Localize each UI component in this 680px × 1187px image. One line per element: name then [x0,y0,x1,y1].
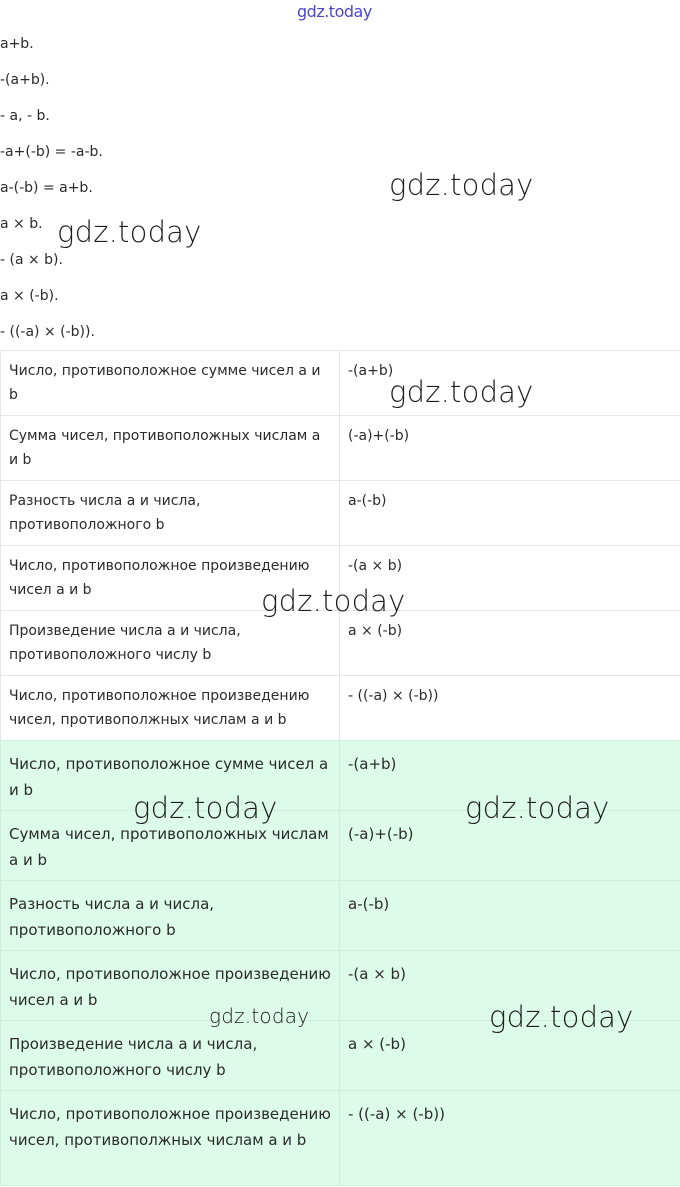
answer-table-highlight [0,740,680,1186]
table-row [1,741,680,811]
description-cell: Разность числа a и числа, противоположного b [1,881,340,951]
table-row [1,481,680,546]
watermark: gdz.today [57,215,202,249]
expression-line: - ((-a) × (-b)). [0,324,95,340]
expression-line: -(a+b). [0,72,50,88]
expression-cell: - ((-a) × (-b)) [340,676,680,741]
table-row [1,1021,680,1091]
expression-cell: -(a × b) [340,951,680,1021]
expression-line: a-(-b) = a+b. [0,180,93,196]
expression-cell: -(a × b) [340,546,680,611]
description-cell: Произведение числа a и числа, противоположного числу b [1,611,340,676]
table-row [1,951,680,1021]
table-row [1,546,680,611]
expression-cell: a × (-b) [340,611,680,676]
description-cell: Число, противоположное произведению чисел a и b [1,546,340,611]
watermark: gdz.today [465,791,610,825]
description-cell: Число, противоположное сумме чисел a и b [1,351,340,416]
table-row [1,416,680,481]
expression-cell: a × (-b) [340,1021,680,1091]
table-row [1,351,680,416]
expression-cell: (-a)+(-b) [340,416,680,481]
description-cell: Сумма чисел, противоположных числам a и b [1,416,340,481]
watermark: gdz.today [489,1000,634,1034]
table-row [1,1091,680,1186]
table-row [1,811,680,881]
table-row [1,676,680,741]
description-cell: Число, противоположное сумме чисел a и b [1,741,340,811]
description-cell: Разность числа a и числа, противоположного b [1,481,340,546]
description-cell: Число, противоположное произведению чисел, противополжных числам a и b [1,1091,340,1186]
expression-cell: -(a+b) [340,741,680,811]
expression-line: -a+(-b) = -a-b. [0,144,103,160]
expression-line: - (a × b). [0,252,63,268]
watermark: gdz.today [133,791,278,825]
expression-cell: -(a+b) [340,351,680,416]
expression-cell: (-a)+(-b) [340,811,680,881]
expression-cell: a-(-b) [340,481,680,546]
table-row [1,881,680,951]
watermark: gdz.today [389,168,534,202]
watermark: gdz.today [261,584,406,618]
expression-line: a+b. [0,36,34,52]
expression-cell: a-(-b) [340,881,680,951]
expression-cell: - ((-a) × (-b)) [340,1091,680,1186]
description-cell: Число, противоположное произведению чисел, противополжных числам a и b [1,676,340,741]
expression-line: a × (-b). [0,288,59,304]
description-cell: Сумма чисел, противоположных числам a и b [1,811,340,881]
site-watermark-top: gdz.today [297,2,372,21]
expression-line: a × b. [0,216,43,232]
table-row [1,611,680,676]
answer-table-plain [0,350,680,741]
watermark: gdz.today [209,1004,310,1028]
expression-line: - a, - b. [0,108,50,124]
description-cell: Число, противоположное произведению чисел a и b [1,951,340,1021]
watermark: gdz.today [389,375,534,409]
description-cell: Произведение числа a и числа, противоположного числу b [1,1021,340,1091]
